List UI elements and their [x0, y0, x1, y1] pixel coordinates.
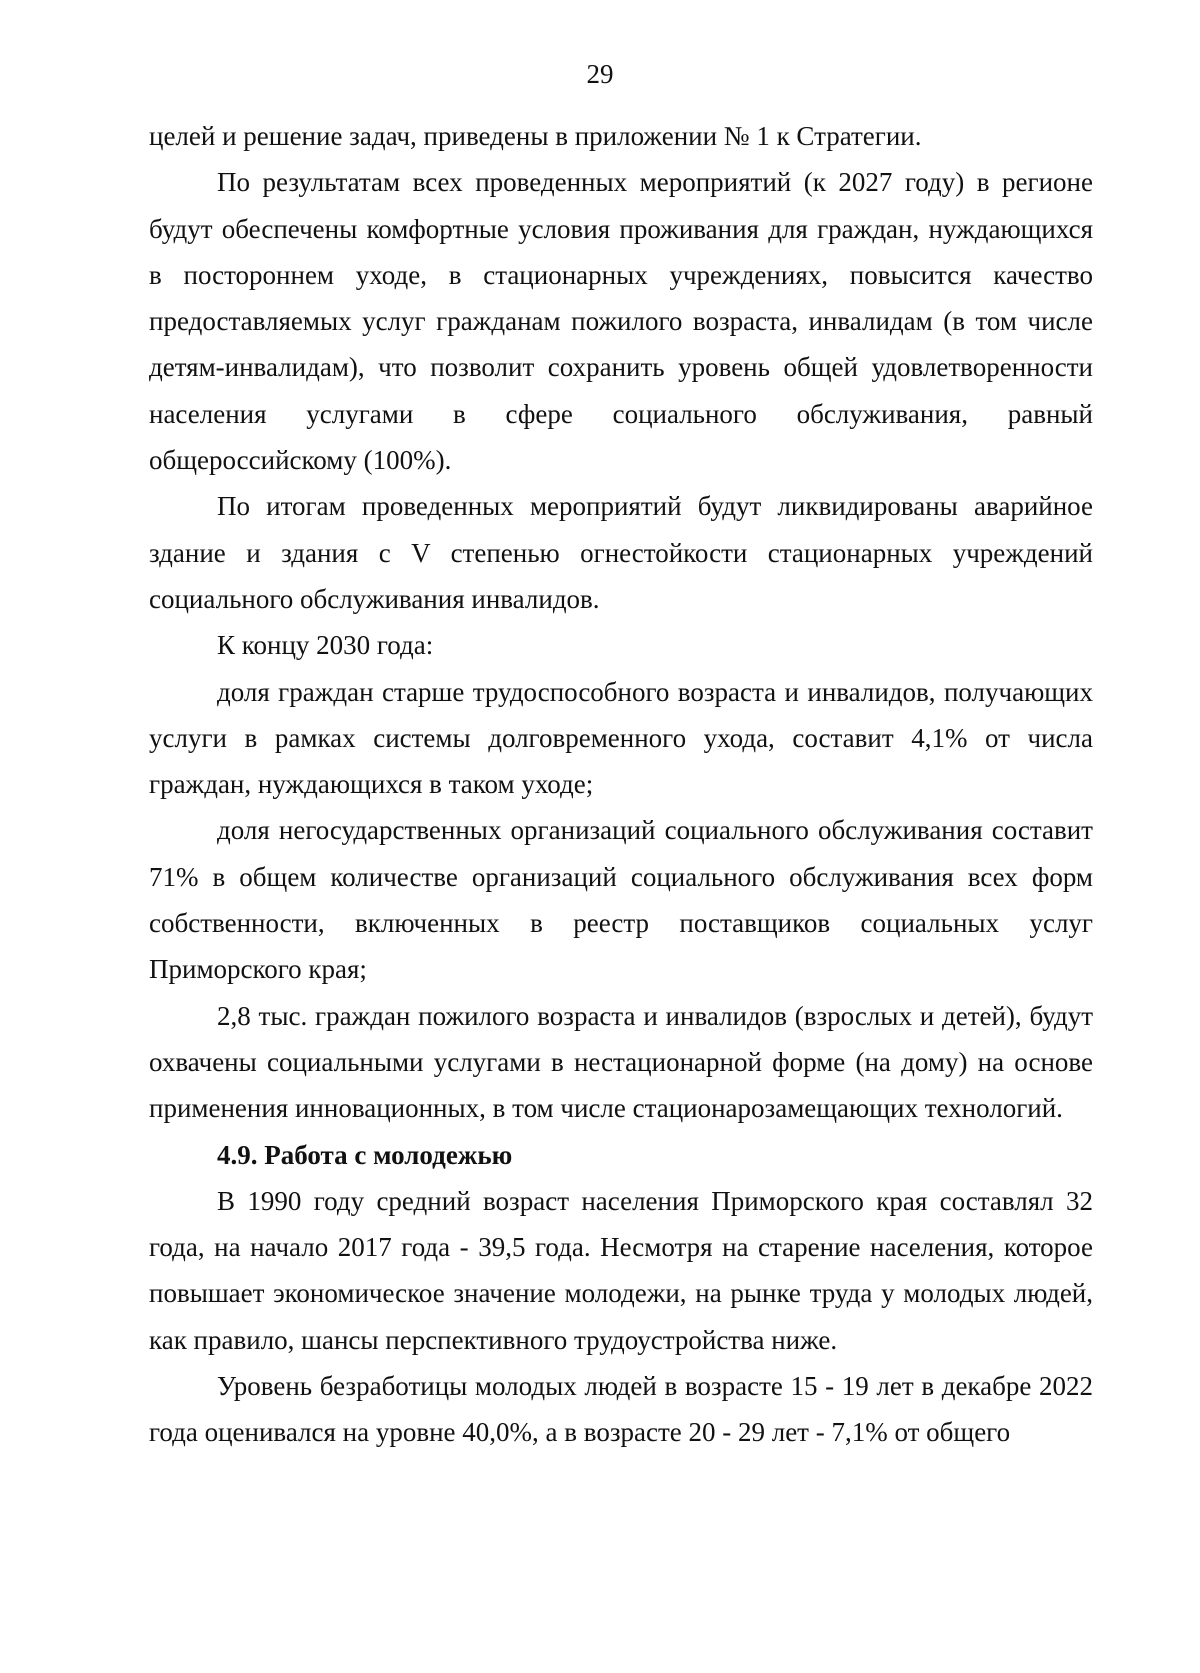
- paragraph-nongovernment-share: доля негосударственных организаций социального обслуживания составит 71% в общем количестве организаций социального обслуживания всех форм собственности, включенных в реестр поставщиков социальных услуг Приморского края;: [149, 815, 1093, 985]
- paragraph-results-2027: По результатам всех проведенных мероприятий (к 2027 году) в регионе будут обеспечены комфортные условия проживания для граждан, нуждающихся в постороннем уходе, в стационарных учреждениях, повысится качество предоставляемых услуг гражданам пожилого возраста, инвалидам (в том числе детям-инвалидам), что позволит сохранить уровень общей удовлетворенности населения услугами в сфере социального обслуживания, равный общероссийскому (100%).: [149, 167, 1093, 476]
- paragraph-long-term-care-share: доля граждан старше трудоспособного возраста и инвалидов, получающих услуги в рамках системы долговременного ухода, составит 4,1% от числа граждан, нуждающихся в таком уходе;: [149, 676, 1093, 800]
- paragraph-by-2030-intro: К концу 2030 года:: [217, 630, 434, 661]
- paragraph-continuation: целей и решение задач, приведены в приложении № 1 к Стратегии.: [149, 121, 922, 151]
- paragraph-liquidation: По итогам проведенных мероприятий будут ликвидированы аварийное здание и здания с V степенью огнестойкости стационарных учреждений социального обслуживания инвалидов.: [149, 491, 1093, 614]
- section-heading: 4.9. Работа с молодежью: [217, 1139, 513, 1170]
- page-number: 29: [586, 59, 614, 89]
- paragraph-average-age: В 1990 году средний возраст населения Приморского края составлял 32 года, на начало 2017 года - 39,5 года. Несмотря на старение населения, которое повышает экономическое значение молодежи, на рынке труда у молодых людей, как правило, шансы перспективного трудоустройства ниже.: [149, 1185, 1093, 1355]
- paragraph-home-services: 2,8 тыс. граждан пожилого возраста и инвалидов (взрослых и детей), будут охвачены социальными услугами в нестационарной форме (на дому) на основе применения инновационных, в том числе стационарозамещающих технологий.: [149, 1000, 1093, 1124]
- paragraph-unemployment: Уровень безработицы молодых людей в возрасте 15 - 19 лет в декабре 2022 года оценивался на уровне 40,0%, а в возрасте 20 - 29 лет - 7,1% от общего: [149, 1371, 1093, 1448]
- document-body: [149, 113, 1093, 1456]
